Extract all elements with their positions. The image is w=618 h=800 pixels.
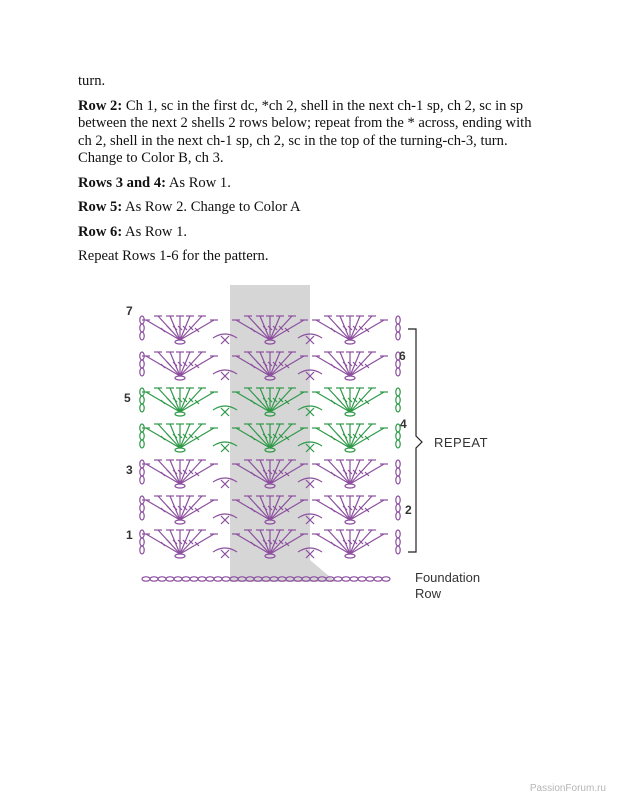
stitch-row-6 — [140, 352, 400, 380]
row-5-label: Row 5: — [78, 199, 123, 215]
repeat-label: REPEAT — [434, 435, 489, 450]
row-number-5: 5 — [124, 391, 131, 405]
row-2-instruction — [78, 98, 548, 168]
repeat-instruction: Repeat Rows 1-6 for the pattern. — [78, 248, 269, 264]
stitch-row-5 — [140, 388, 400, 416]
row-number-4: 4 — [400, 417, 407, 431]
row-5-instruction — [78, 199, 548, 217]
row-6-text: As Row 1. — [122, 223, 188, 240]
row-6-label: Row 6: — [78, 223, 123, 240]
row-number-3: 3 — [126, 463, 133, 477]
row-number-2: 2 — [405, 503, 412, 517]
row-2-text: Ch 1, sc in the first dc, *ch 2, shell in the next ch-1 sp, ch 2, sc in sp between the next 2 shells 2 rows below; repeat from the * across, ending with ch 2, shell in the next ch-1 sp, ch 2, sc in the top of the turning-ch-3, turn. Change to Color B, ch 3. — [78, 97, 532, 166]
stitch-row-1 — [140, 530, 400, 558]
pattern-instructions — [78, 73, 548, 273]
continuation-text: turn. — [78, 73, 106, 89]
foundation-row-label: Row — [415, 586, 442, 601]
row-number-1: 1 — [126, 528, 133, 542]
foundation-label: Foundation — [415, 570, 481, 585]
stitch-row-2 — [140, 496, 400, 524]
row-number-7: 7 — [126, 304, 133, 318]
row-6-instruction — [78, 224, 548, 242]
watermark: PassionForum.ru — [529, 783, 606, 794]
stitch-row-3 — [140, 460, 400, 488]
stitch-row-4 — [140, 424, 400, 452]
rows-3-4-label: Rows 3 and 4: — [78, 174, 166, 191]
crochet-chart — [118, 278, 518, 608]
row-2-label: Row 2: — [78, 97, 123, 114]
stitch-row-7 — [140, 316, 400, 344]
rows-3-4-text: As Row 1. — [165, 174, 231, 191]
row-number-6: 6 — [399, 349, 406, 363]
repeat-bracket — [408, 329, 422, 552]
rows-3-4-instruction — [78, 175, 548, 193]
row-5-text: As Row 2. Change to Color A — [122, 199, 301, 215]
